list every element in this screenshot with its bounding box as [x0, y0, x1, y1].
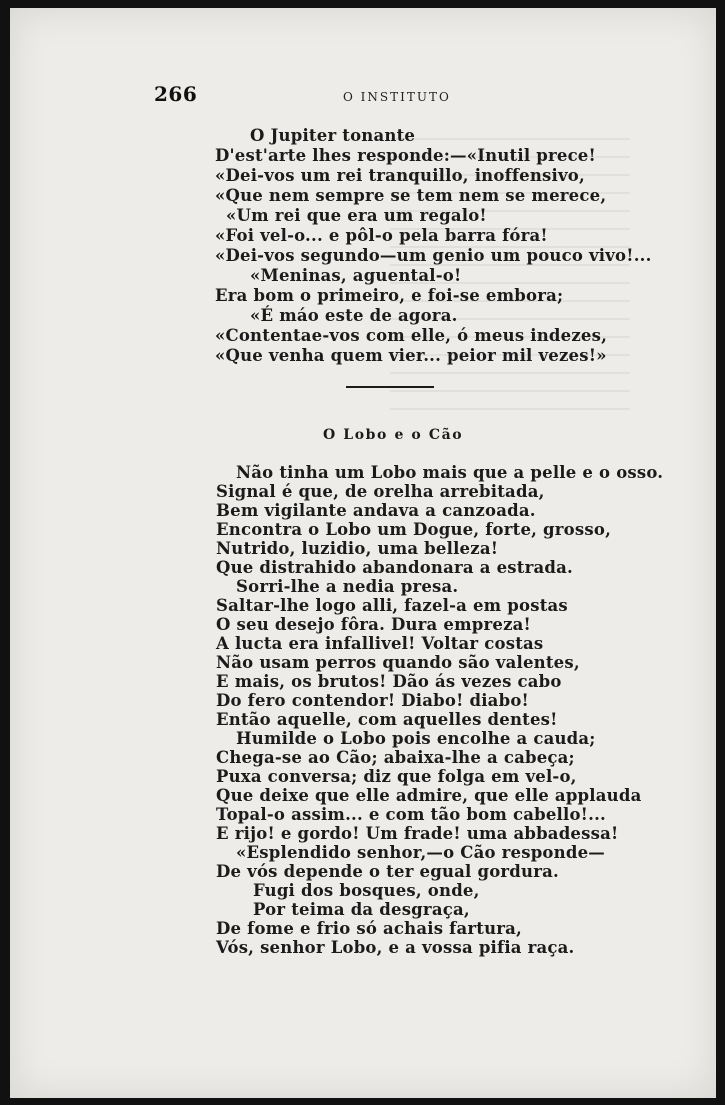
verse-line: E mais, os brutos! Dão ás vezes cabo	[216, 672, 562, 691]
verse-line: Sorri-lhe a nedia presa.	[236, 577, 459, 596]
verse-line: Nutrido, luzidio, uma belleza!	[216, 539, 499, 558]
verse-line: «Que nem sempre se tem nem se merece,	[215, 186, 607, 205]
verse-line: «Meninas, aguental-o!	[250, 266, 462, 285]
verse-line: Saltar-lhe logo alli, fazel-a em postas	[216, 596, 568, 615]
verse-line: De vós depende o ter egual gordura.	[216, 862, 559, 881]
running-title: O INSTITUTO	[343, 90, 451, 104]
verse-line: Não usam perros quando são valentes,	[216, 653, 580, 672]
verse-line: A lucta era infallivel! Voltar costas	[216, 634, 544, 653]
verse-line: Então aquelle, com aquelles dentes!	[216, 710, 558, 729]
book-page	[10, 8, 716, 1098]
verse-line: E rijo! e gordo! Um frade! uma abbadessa!	[216, 824, 619, 843]
verse-line: «Que venha quem vier... peior mil vezes!»	[215, 346, 607, 365]
verse-line: Que deixe que elle admire, que elle applauda	[216, 786, 642, 805]
verse-line: Era bom o primeiro, e foi-se embora;	[215, 286, 564, 305]
verse-line: Vós, senhor Lobo, e a vossa pifia raça.	[216, 938, 575, 957]
section-divider	[346, 386, 434, 388]
verse-line: Bem vigilante andava a canzoada.	[216, 501, 536, 520]
verse-line: «Contentae-vos com elle, ó meus indezes,	[215, 326, 608, 345]
verse-line: Humilde o Lobo pois encolhe a cauda;	[236, 729, 596, 748]
verse-line: Topal-o assim... e com tão bom cabello!...	[216, 805, 606, 824]
verse-line: «Dei-vos um rei tranquillo, inoffensivo,	[215, 166, 585, 185]
verse-line: O Jupiter tonante	[250, 126, 416, 145]
verse-line: «Foi vel-o... e pôl-o pela barra fóra!	[215, 226, 548, 245]
verse-line: Signal é que, de orelha arrebitada,	[216, 482, 545, 501]
verse-line: «Dei-vos segundo—um genio um pouco vivo!...	[215, 246, 652, 265]
verse-line: De fome e frio só achais fartura,	[216, 919, 523, 938]
verse-line: «Esplendido senhor,—o Cão responde—	[236, 843, 605, 862]
verse-line: «É máo este de agora.	[250, 306, 458, 325]
verse-line: Chega-se ao Cão; abaixa-lhe a cabeça;	[216, 748, 575, 767]
verse-line: «Um rei que era um regalo!	[226, 206, 487, 225]
verse-line: Encontra o Lobo um Dogue, forte, grosso,	[216, 520, 612, 539]
verse-line: Que distrahido abandonara a estrada.	[216, 558, 573, 577]
section-title: O Lobo e o Cão	[323, 427, 464, 443]
verse-line: O seu desejo fôra. Dura empreza!	[216, 615, 531, 634]
verse-line: Por teima da desgraça,	[253, 900, 470, 919]
verse-line: Não tinha um Lobo mais que a pelle e o osso.	[236, 463, 664, 482]
verse-line: Fugi dos bosques, onde,	[253, 881, 480, 900]
verse-line: Puxa conversa; diz que folga em vel-o,	[216, 767, 577, 786]
verse-line: Do fero contendor! Diabo! diabo!	[216, 691, 529, 710]
verse-line: D'est'arte lhes responde:—«Inutil prece!	[215, 146, 596, 165]
page-number: 266	[154, 82, 198, 106]
